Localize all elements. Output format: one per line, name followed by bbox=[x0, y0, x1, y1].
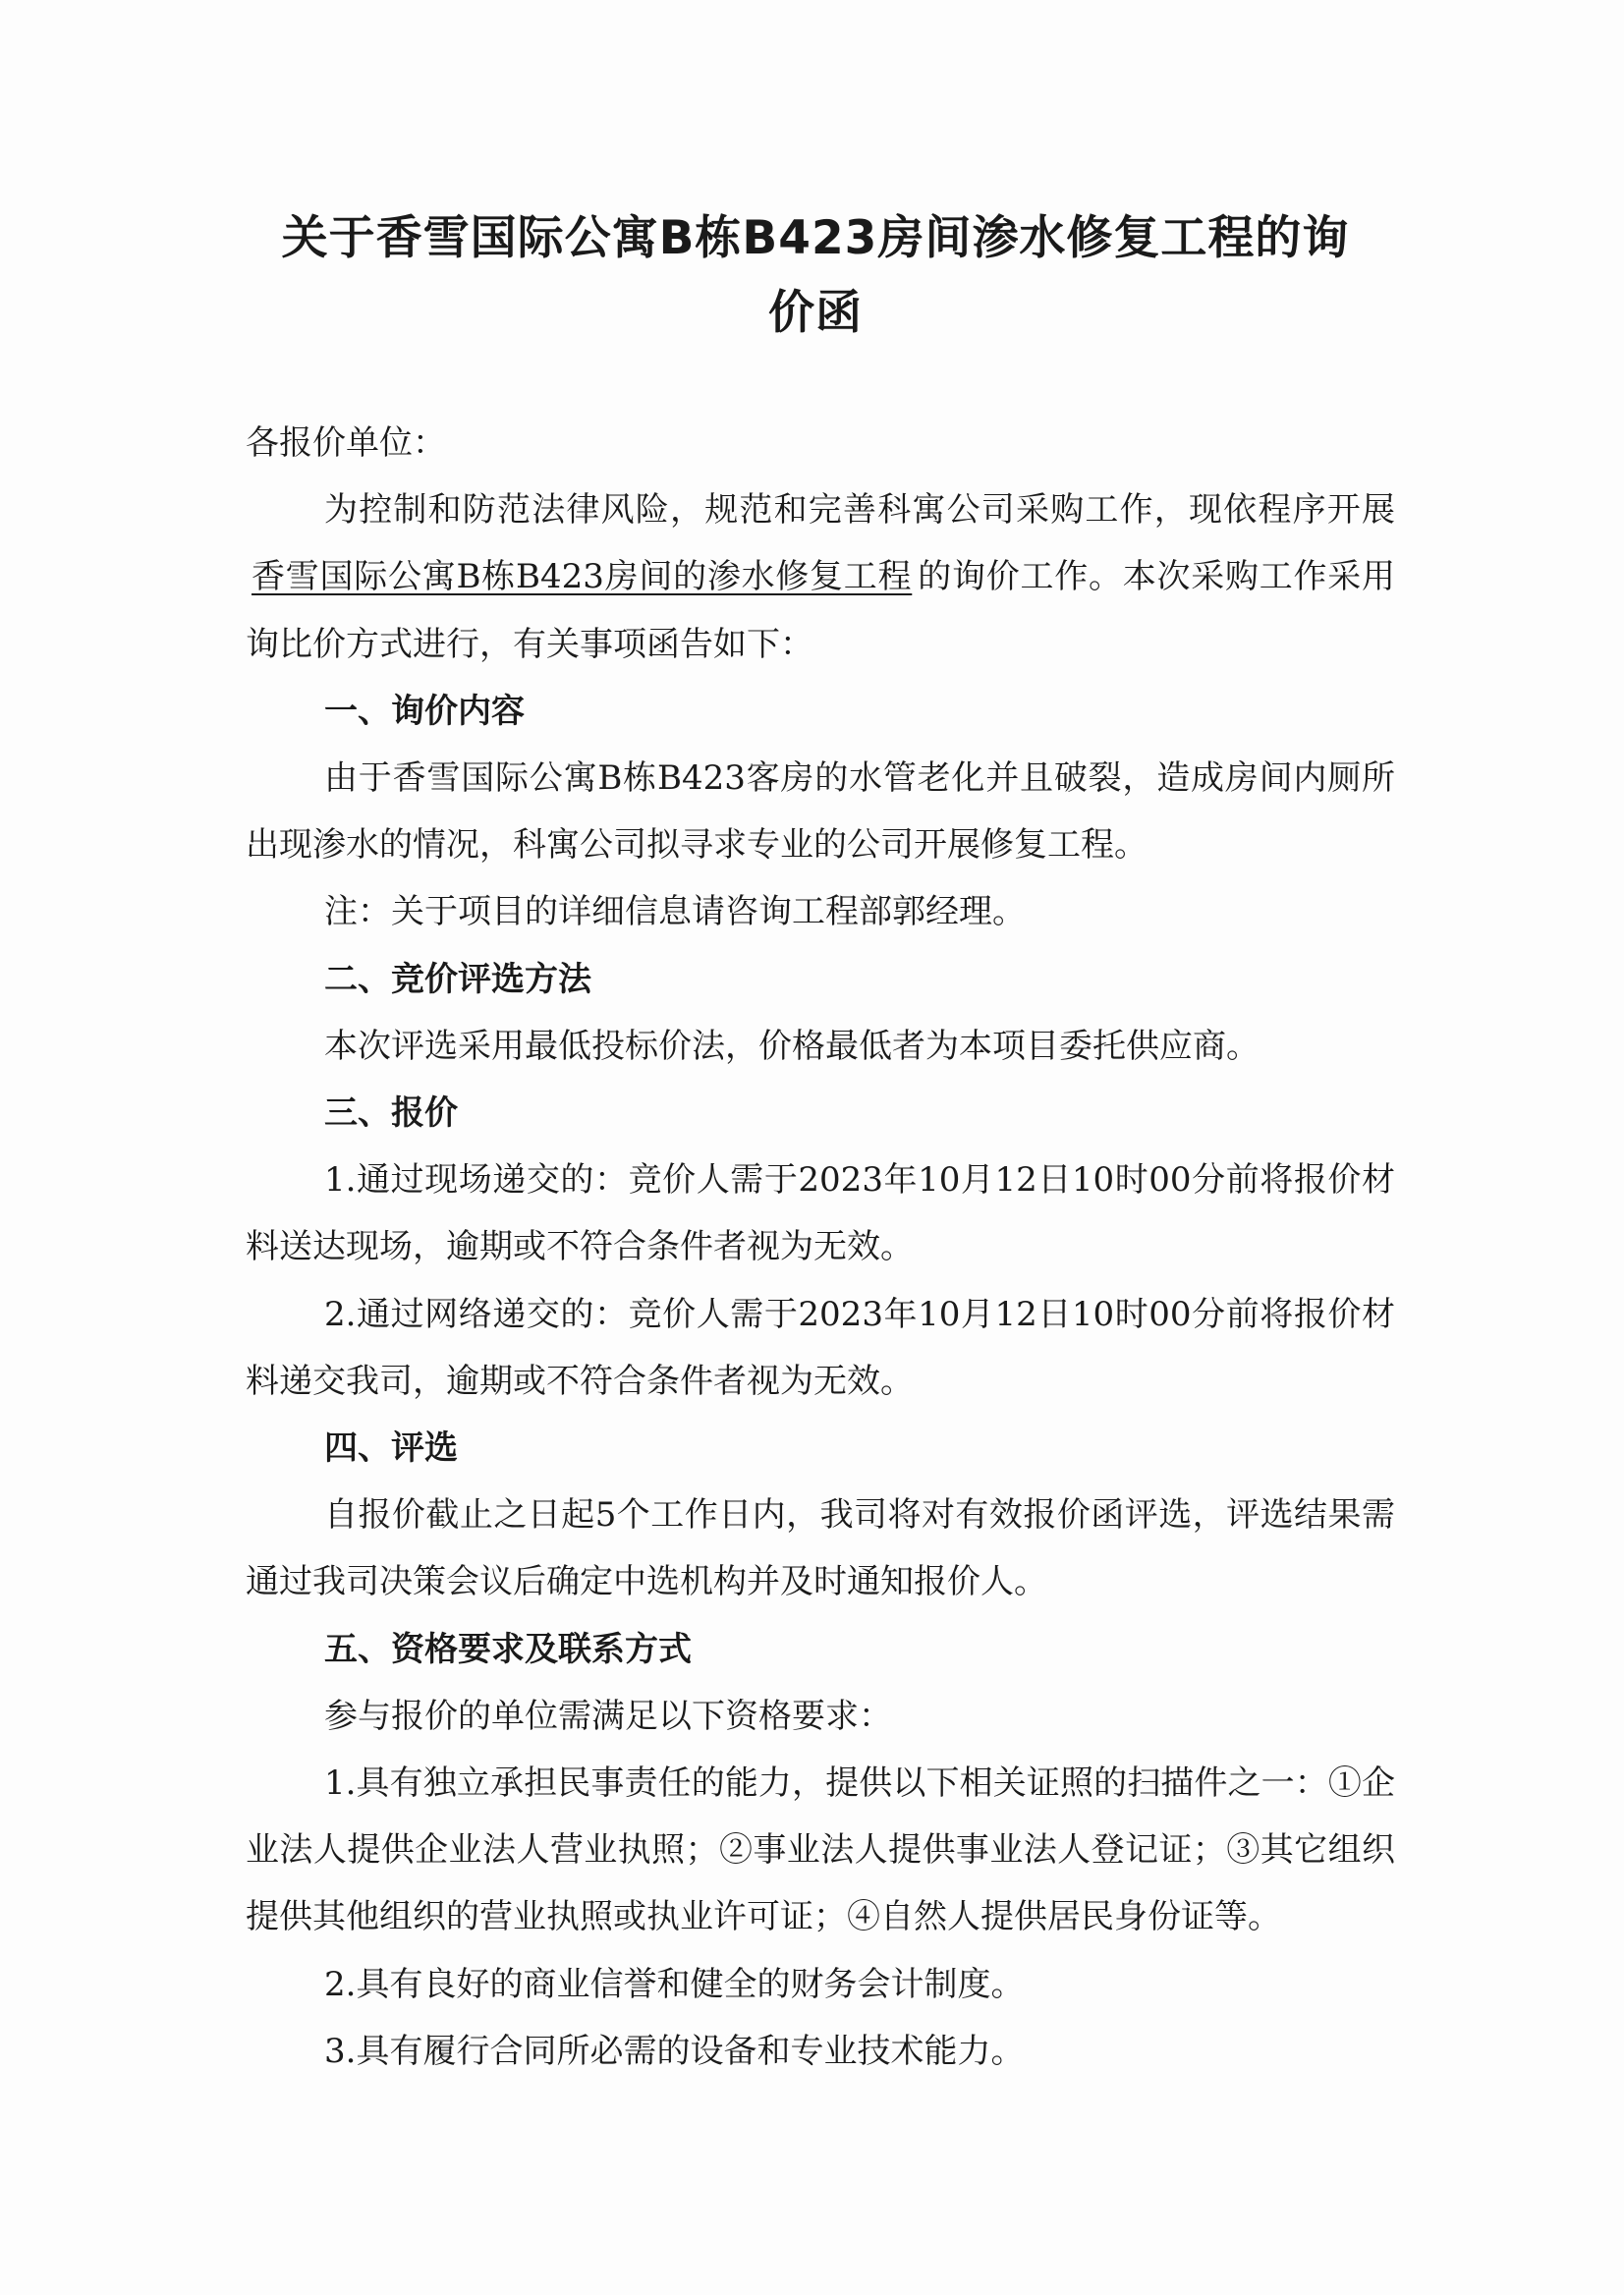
section-3-heading: 三、报价 bbox=[324, 1093, 458, 1134]
section-4-paragraph: 自报价截止之日起5个工作日内，我司将对有效报价函评选，评选结果需通过我司决策会议后确定中选机构并及时通知报价人。 bbox=[246, 1495, 1395, 1602]
intro-paragraph bbox=[246, 476, 1395, 678]
intro-text-after: 的询价工作。本次采购工作采用询比价方式进行，有关事项函告如下： bbox=[246, 557, 1395, 664]
intro-text-before: 为控制和防范法律风险，规范和完善科寓公司采购工作，现依程序开展 bbox=[324, 490, 1395, 531]
title-line-1: 关于香雪国际公寓B栋B423房间渗水修复工程的询 bbox=[281, 211, 1350, 265]
section-5-heading: 五、资格要求及联系方式 bbox=[324, 1629, 692, 1669]
section-1-note: 注：关于项目的详细信息请咨询工程部郭经理。 bbox=[324, 892, 1026, 932]
salutation: 各报价单位： bbox=[246, 423, 446, 463]
document-body bbox=[246, 410, 1395, 2085]
section-3-item-2: 2.通过网络递交的：竞价人需于2023年10月12日10时00分前将报价材料递交我司，逾期或不符合条件者视为无效。 bbox=[246, 1294, 1395, 1401]
section-5-item-2: 2.具有良好的商业信誉和健全的财务会计制度。 bbox=[324, 1964, 1025, 2004]
section-4-heading: 四、评选 bbox=[324, 1428, 458, 1469]
section-5-item-1: 1.具有独立承担民事责任的能力，提供以下相关证照的扫描件之一：①企业法人提供企业法人营业执照；②事业法人提供事业法人登记证；③其它组织提供其他组织的营业执照或执业许可证；④自然人提供居民身份证等。 bbox=[246, 1763, 1395, 1937]
section-1-paragraph: 由于香雪国际公寓B栋B423客房的水管老化并且破裂，造成房间内厕所出现渗水的情况，科寓公司拟寻求专业的公司开展修复工程。 bbox=[246, 758, 1395, 866]
section-2-paragraph: 本次评选采用最低投标价法，价格最低者为本项目委托供应商。 bbox=[324, 1026, 1260, 1066]
project-name-blank: 香雪国际公寓B栋B423房间的渗水修复工程 bbox=[252, 557, 913, 597]
title-line-2: 价函 bbox=[768, 286, 863, 340]
section-5-item-3: 3.具有履行合同所必需的设备和专业技术能力。 bbox=[324, 2031, 1025, 2071]
section-3-item-1: 1.通过现场递交的：竞价人需于2023年10月12日10时00分前将报价材料送达现场，逾期或不符合条件者视为无效。 bbox=[246, 1160, 1395, 1267]
document-title bbox=[236, 201, 1395, 351]
section-2-heading: 二、竞价评选方法 bbox=[324, 959, 591, 999]
section-5-paragraph: 参与报价的单位需满足以下资格要求： bbox=[324, 1696, 892, 1736]
section-1-heading: 一、询价内容 bbox=[324, 691, 525, 731]
